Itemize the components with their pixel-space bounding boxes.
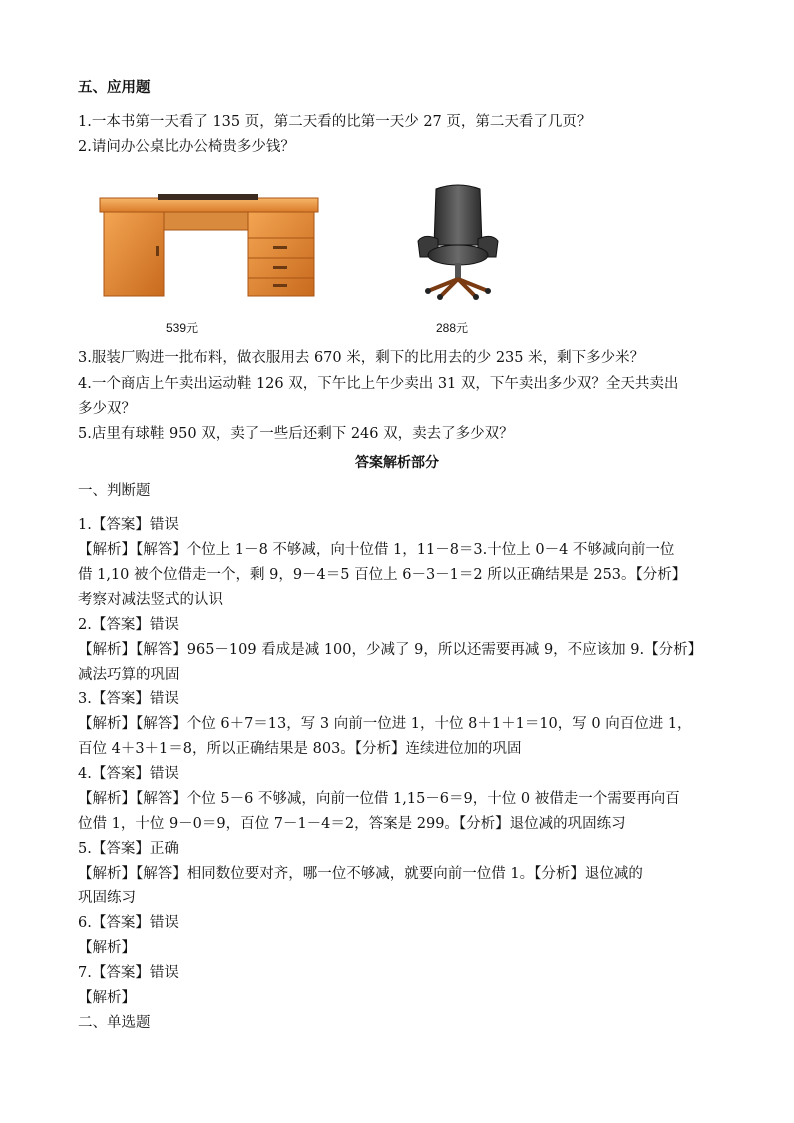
question-2: 2.请问办公桌比办公椅贵多少钱？ [78, 139, 295, 155]
answers-title: 答案解析部分 [355, 455, 439, 471]
question-4-line-2: 多少双？ [78, 401, 136, 417]
answer-7-analysis: 【解析】 [78, 990, 136, 1006]
answer-2: 2.【答案】错误 [78, 617, 179, 633]
answer-4-analysis-1: 【解析】【解答】个位 5－6 不够减，向前一位借 1,15－6＝9，十位 0 被借走一个需要再向百 [78, 791, 680, 807]
answer-2-analysis-2: 减法巧算的巩固 [78, 667, 180, 683]
answer-6-analysis: 【解析】 [78, 940, 136, 956]
section1-heading: 一、判断题 [78, 483, 151, 499]
answer-4: 4.【答案】错误 [78, 766, 179, 782]
office-desk-image [98, 190, 320, 298]
answer-1-analysis-1: 【解析】【解答】个位上 1－8 不够减，向十位借 1，11－8＝3.十位上 0－4 不够减向前一位 [78, 542, 675, 558]
chair-price-caption: 288元 [436, 321, 469, 335]
question-4-line-1: 4.一个商店上午卖出运动鞋 126 双，下午比上午少卖出 31 双，下午卖出多少双？全天共卖出 [78, 376, 679, 392]
question-5: 5.店里有球鞋 950 双，卖了一些后还剩下 246 双，卖去了多少双？ [78, 426, 514, 442]
office-chair-image [410, 183, 506, 301]
question-1: 1.一本书第一天看了 135 页，第二天看的比第一天少 27 页，第二天看了几页？ [78, 114, 592, 130]
answer-7: 7.【答案】错误 [78, 965, 179, 981]
answer-5: 5.【答案】正确 [78, 841, 179, 857]
answer-2-analysis-1: 【解析】【解答】965－109 看成是减 100，少减了 9，所以还需要再减 9，不应该加 9.【分析】 [78, 642, 703, 658]
section5-heading: 五、应用题 [78, 79, 151, 96]
question-3: 3.服装厂购进一批布料，做衣服用去 670 米，剩下的比用去的少 235 米，剩下多少米？ [78, 350, 645, 366]
section2-heading: 二、单选题 [78, 1015, 151, 1031]
answer-5-analysis-2: 巩固练习 [78, 890, 136, 906]
answer-1-analysis-3: 考察对减法竖式的认识 [78, 592, 223, 608]
answer-1: 1.【答案】错误 [78, 517, 179, 533]
answer-3-analysis-1: 【解析】【解答】个位 6＋7＝13，写 3 向前一位进 1，十位 8＋1＋1＝10，写 0 向百位进 1， [78, 716, 692, 732]
answer-4-analysis-2: 位借 1，十位 9－0＝9，百位 7－1－4＝2，答案是 299。【分析】退位减的巩固练习 [78, 816, 626, 832]
answer-6: 6.【答案】错误 [78, 915, 179, 931]
answer-1-analysis-2: 借 1,10 被个位借走一个，剩 9，9－4＝5 百位上 6－3－1＝2 所以正确结果是 253。【分析】 [78, 567, 687, 583]
answer-3: 3.【答案】错误 [78, 691, 179, 707]
answer-5-analysis-1: 【解析】【解答】相同数位要对齐，哪一位不够减，就要向前一位借 1。【分析】退位减的 [78, 866, 643, 882]
desk-price-caption: 539元 [166, 321, 199, 335]
answer-3-analysis-2: 百位 4＋3＋1＝8，所以正确结果是 803。【分析】连续进位加的巩固 [78, 741, 522, 757]
